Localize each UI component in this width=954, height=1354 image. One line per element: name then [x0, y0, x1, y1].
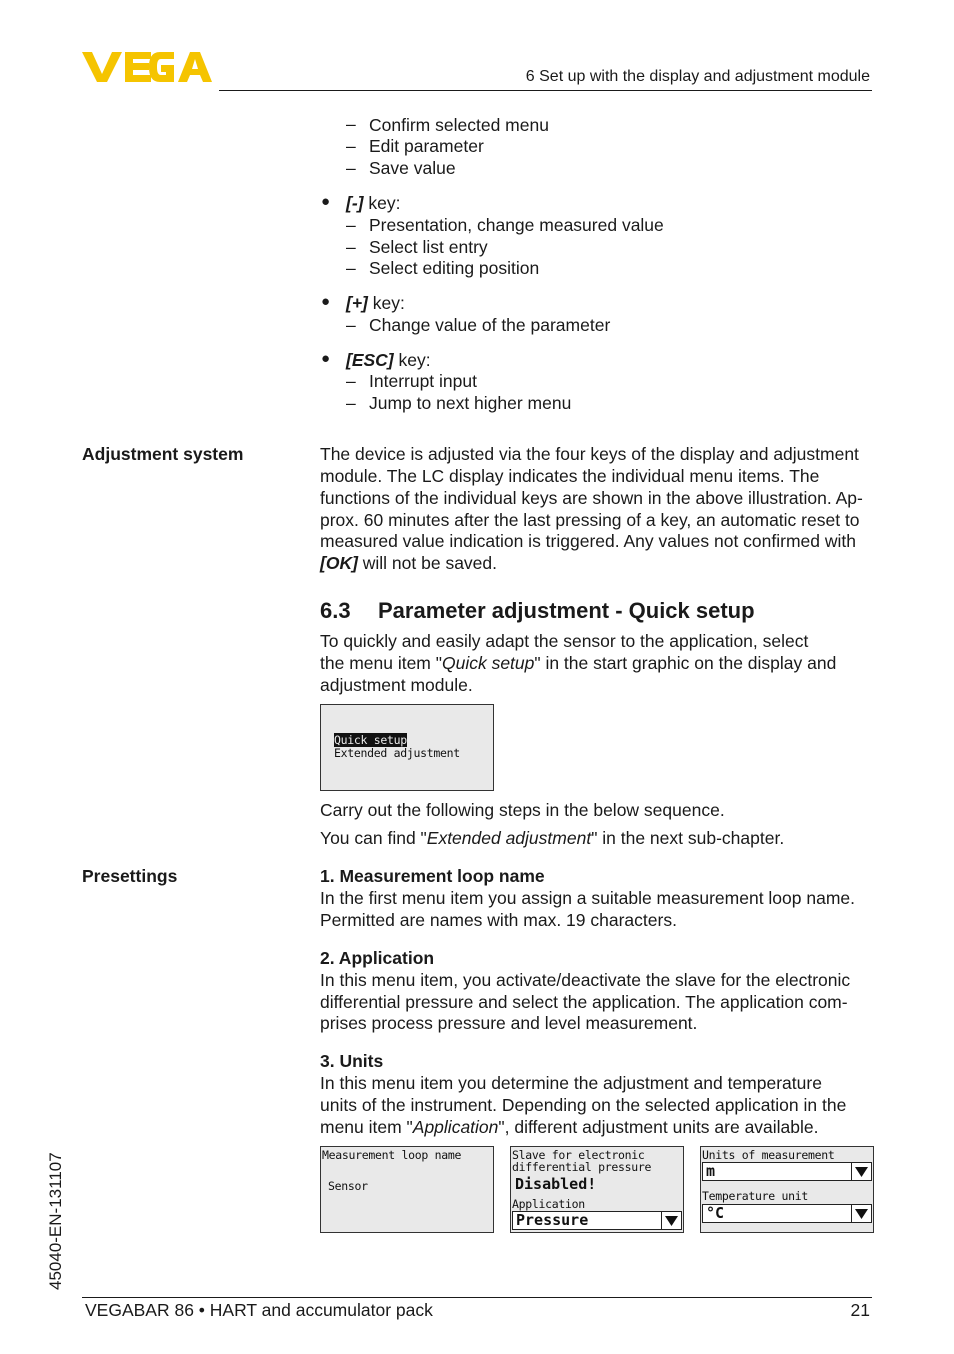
side-label-adjustment-system: Adjustment system	[82, 444, 244, 464]
section-heading: 6.3 Parameter adjustment - Quick setup	[320, 598, 755, 623]
paragraph-line: In the first menu item you assign a suitable measurement loop name.	[320, 888, 855, 908]
header-section-title: 6 Set up with the display and adjustment module	[525, 68, 870, 85]
bullet-icon: ●	[321, 350, 331, 367]
list-item: Interrupt input	[369, 371, 477, 391]
list-item: Jump to next higher menu	[369, 393, 572, 413]
lcd-select-unit[interactable]	[702, 1162, 872, 1181]
lcd-label: Units of measurement	[702, 1148, 835, 1162]
dash: –	[346, 258, 356, 278]
paragraph-line: [OK] will not be saved.	[320, 553, 498, 573]
lcd-application	[510, 1146, 684, 1233]
footer-divider	[82, 1297, 872, 1298]
list-item: Select editing position	[369, 258, 540, 278]
dash: –	[346, 215, 356, 235]
subheading: 1. Measurement loop name	[320, 866, 545, 886]
list-item: Confirm selected menu	[369, 115, 549, 135]
vega-logo	[82, 50, 212, 84]
side-label-presettings: Presettings	[82, 866, 178, 886]
subheading: 2. Application	[320, 948, 435, 968]
footer-product: VEGABAR 86 • HART and accumulator pack	[85, 1300, 433, 1320]
paragraph-line: measured value indication is triggered. Any values not confirmed with	[320, 531, 856, 551]
list-item: Change value of the parameter	[369, 315, 611, 335]
dash: –	[346, 114, 356, 134]
paragraph-line: menu item "Application", different adjustment units are available.	[320, 1117, 819, 1137]
lcd-label: Temperature unit	[702, 1189, 808, 1203]
lcd-select-value: m	[706, 1162, 716, 1180]
lcd-menu-item-selected: Quick setup	[334, 733, 407, 747]
key-heading: [ESC] key:	[346, 350, 431, 370]
dash: –	[346, 371, 356, 391]
dash: –	[346, 158, 356, 178]
dash: –	[346, 393, 356, 413]
lcd-select-value: Pressure	[516, 1211, 589, 1229]
lcd-select-application[interactable]	[512, 1211, 682, 1230]
lcd-line: differential pressure	[512, 1160, 652, 1174]
lcd-select-temperature[interactable]	[702, 1204, 872, 1223]
lcd-units	[700, 1146, 874, 1233]
paragraph-line: units of the instrument. Depending on the selected application in the	[320, 1095, 847, 1115]
paragraph-line: the menu item "Quick setup" in the start graphic on the display and	[320, 653, 837, 673]
bullet-icon: ●	[321, 293, 331, 310]
list-item: Presentation, change measured value	[369, 215, 664, 235]
paragraph-line: functions of the individual keys are shown in the above illustration. Ap-	[320, 488, 863, 508]
paragraph-line: module. The LC display indicates the individual menu items. The	[320, 466, 820, 486]
paragraph-line: The device is adjusted via the four keys of the display and adjustment	[320, 444, 859, 464]
lcd-status-value: Disabled!	[515, 1175, 597, 1193]
subheading: 3. Units	[320, 1051, 384, 1071]
lcd-menu-item: Extended adjustment	[334, 746, 460, 760]
paragraph-line: prox. 60 minutes after the last pressing of a key, an automatic reset to	[320, 510, 860, 530]
paragraph-line: To quickly and easily adapt the sensor to the application, select	[320, 631, 809, 651]
document-code: 45040-EN-131107	[46, 1152, 65, 1290]
dropdown-arrow-icon[interactable]	[661, 1212, 681, 1229]
key-heading: [+] key:	[346, 293, 405, 313]
page-number: 21	[850, 1300, 870, 1320]
lcd-title: Measurement loop name	[322, 1148, 462, 1162]
lcd-line: Slave for electronic	[512, 1148, 645, 1162]
list-item: Select list entry	[369, 237, 488, 257]
list-item: Save value	[369, 158, 456, 178]
lcd-start-menu	[320, 704, 494, 791]
lcd-value: Sensor	[328, 1179, 368, 1193]
paragraph-line: In this menu item, you activate/deactivate the slave for the electronic	[320, 970, 851, 990]
paragraph-line: Permitted are names with max. 19 characters.	[320, 910, 677, 930]
paragraph-line: In this menu item you determine the adjustment and temperature	[320, 1073, 822, 1093]
key-heading: [-] key:	[346, 193, 401, 213]
paragraph-line: differential pressure and select the application. The application com-	[320, 992, 848, 1012]
dash: –	[346, 315, 356, 335]
dropdown-arrow-icon[interactable]	[851, 1163, 871, 1180]
list-item: Edit parameter	[369, 136, 484, 156]
lcd-select-value: °C	[706, 1204, 725, 1222]
paragraph-line: adjustment module.	[320, 675, 473, 695]
header-divider	[219, 90, 872, 91]
paragraph-line: prises process pressure and level measurement.	[320, 1013, 698, 1033]
dash: –	[346, 237, 356, 257]
paragraph-line: Carry out the following steps in the below sequence.	[320, 800, 725, 820]
dash: –	[346, 136, 356, 156]
lcd-loop-name	[320, 1146, 494, 1233]
paragraph-line: You can find "Extended adjustment" in the next sub-chapter.	[320, 828, 785, 848]
lcd-label: Application	[512, 1197, 585, 1211]
bullet-icon: ●	[321, 193, 331, 210]
dropdown-arrow-icon[interactable]	[851, 1205, 871, 1222]
